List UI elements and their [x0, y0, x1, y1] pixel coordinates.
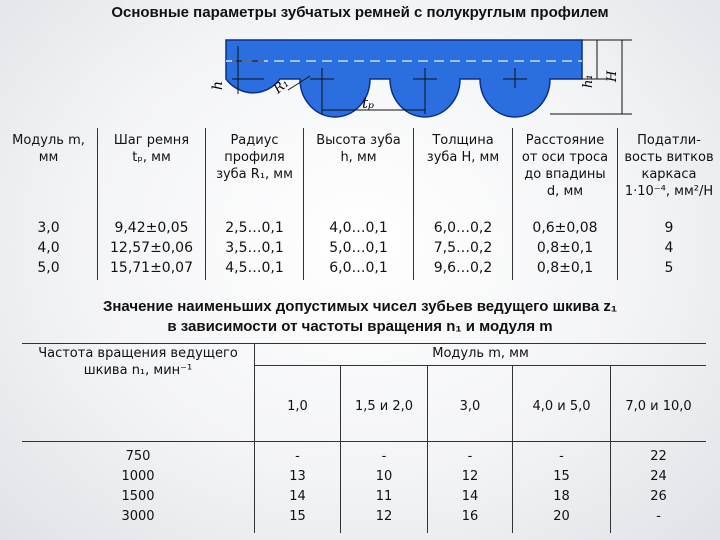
value: 0,8±0,1: [536, 260, 594, 276]
value: 9,6…0,2: [433, 260, 493, 276]
module-header: 7,0 и 10,0: [625, 399, 692, 414]
value: 7,5…0,2: [433, 240, 493, 256]
header-module: Модуль m, мм: [12, 133, 85, 165]
value: 0,8±0,1: [536, 240, 594, 256]
value: 3,5…0,1: [225, 240, 284, 256]
teeth-col: - 12 14 16: [461, 449, 479, 524]
value: 5: [664, 260, 674, 276]
value: 0,6±0,08: [532, 220, 598, 236]
value: 9,42±0,05: [114, 220, 189, 236]
value: 9: [664, 220, 674, 236]
value: 4: [664, 240, 674, 256]
teeth-col: - 13 14 15: [289, 449, 306, 524]
teeth-col: 22 24 26 -: [650, 449, 667, 524]
value: 6,0…0,1: [329, 260, 388, 276]
col-pitch-values: [98, 218, 205, 278]
value: 5,0: [37, 260, 60, 276]
header-tooth-height: Высота зуба h, мм: [316, 133, 401, 165]
col-distance-values: [513, 218, 617, 278]
col-height-values: [304, 218, 413, 278]
header-radius: Радиус профиля зуба R₁, мм: [216, 133, 293, 182]
module-header: 1,0: [287, 399, 308, 414]
teeth-col: - 15 18 20: [553, 449, 570, 524]
value: 15,71±0,07: [110, 260, 193, 276]
value: 2,5…0,1: [225, 220, 284, 236]
module-header: 4,0 и 5,0: [532, 399, 591, 414]
value: 5,0…0,1: [329, 240, 388, 256]
teeth-col: - 10 11 12: [375, 449, 393, 524]
header-pitch: Шаг ремня tₚ, мм: [113, 133, 190, 165]
value: 3,0: [37, 220, 60, 236]
frequency-values: 750 1000 1500 3000: [121, 449, 155, 524]
header-tooth-thickness: Толщина зуба H, мм: [426, 133, 500, 165]
teeth-count-table: [22, 343, 706, 533]
value: 12,57±0,06: [110, 240, 193, 256]
row-header-frequency: Частота вращения ведущего шкива n₁, мин⁻¹: [38, 346, 238, 378]
module-header: 1,5 и 2,0: [354, 399, 414, 414]
belt-profile-diagram: [192, 24, 642, 126]
parameters-table: [0, 128, 720, 280]
col-module-values: [0, 218, 97, 278]
header-compliance: Податли- вость витков каркаса 1·10⁻⁴, мм²/Н: [624, 133, 714, 199]
module-header: 3,0: [459, 399, 481, 414]
label-r1: R₁: [270, 75, 293, 98]
group-header-module: Модуль m, мм: [432, 346, 529, 361]
header-cord-distance: Расстояние от оси троса до впадины d, мм: [521, 133, 609, 199]
subtitle: Значение наименьших допустимых чисел зубьев ведущего шкива z₁ в зависимости от частоты вращения n₁ и модуля m: [102, 298, 618, 335]
value: 4,0: [37, 240, 60, 256]
col-compliance-values: [618, 218, 720, 278]
value: 4,5…0,1: [225, 260, 284, 276]
value: 6,0…0,2: [433, 220, 493, 236]
col-radius-values: [206, 218, 303, 278]
label-h1: h₁: [581, 74, 596, 88]
col-thickness-values: [414, 218, 512, 278]
label-tp: tₚ: [362, 94, 375, 112]
value: 4,0…0,1: [329, 220, 388, 236]
page-title: Основные параметры зубчатых ремней с полукруглым профилем: [111, 4, 609, 21]
label-H: H: [605, 70, 620, 82]
label-h: h: [210, 80, 226, 90]
